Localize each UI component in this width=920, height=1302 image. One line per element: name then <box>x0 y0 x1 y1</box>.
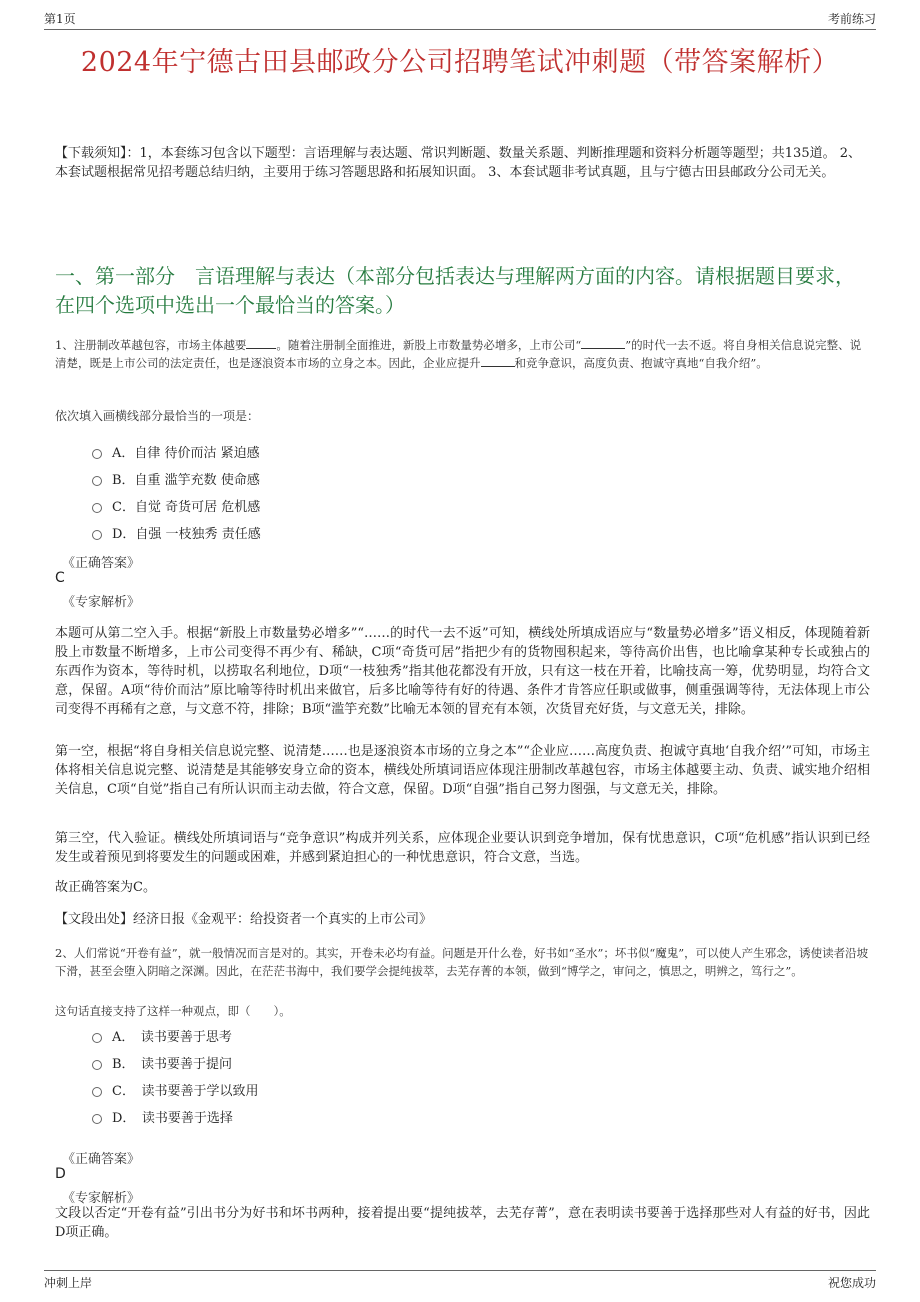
header-tag: 考前练习 <box>827 12 876 26</box>
page-footer <box>44 1270 876 1291</box>
question-1-prompt: 依次填入画横线部分最恰当的一项是： <box>55 409 260 423</box>
analysis-paragraph: 第一空，根据“将自身相关信息说完整、说清楚……也是逐浪资本市场的立身之本”“企业应……高度负责、抱诚守真地‘自我介绍’”可知，市场主体将相关信息说完整、说清楚是其能够安身立命的资本，横线处所填词语应体现注册制改革越包容，市场主体越要主动、负责、诚实地介绍相关信息，C项“自觉”指自己有所认识而主动去做，符合文意，保留。D项“自强”指自己努力图强，与文意无关，排除。 <box>55 744 870 797</box>
q1-stem-part: 和竞争意识，高度负责、抱诚守真地“自我介绍”。 <box>514 356 768 370</box>
answer-label: 《正确答案》 <box>62 1152 141 1167</box>
option-label: C．自觉 奇货可居 危机感 <box>112 500 261 515</box>
q1-option-d[interactable] <box>92 523 261 542</box>
question-2-stem: 2、人们常说“开卷有益”，就一般情况而言是对的。其实，开卷未必均有益。问题是开什么卷，好书如“圣水”；坏书似“魔鬼”，可以使人产生邪念，诱使读者沿坡下滑，甚至会堕入阴暗之深渊。因此，在茫茫书海中，我们要学会提纯拔萃，去芜存菁的本领，做到“博学之，审问之，慎思之，明辨之，笃行之”。 <box>55 946 869 978</box>
download-notice: 【下载须知】：1，本套练习包含以下题型：言语理解与表达题、常识判断题、数量关系题、判断推理题和资料分析题等题型；共135道。 2、本套试题根据常见招考题总结归纳，主要用于练习答题思路和拓展知识面。 3、本套试题非考试真题，且与宁德古田县邮政分公司无关。 <box>55 146 861 180</box>
page-header <box>44 0 876 30</box>
q1-option-b[interactable] <box>92 469 260 488</box>
blank-line <box>246 348 276 349</box>
correct-answer: D <box>55 1166 66 1182</box>
footer-right: 祝您成功 <box>827 1276 876 1290</box>
correct-answer: C <box>55 570 65 586</box>
analysis-paragraph: 第三空，代入验证。横线处所填词语与“竞争意识”构成并列关系，应体现企业要认识到竞争增加，保有忧患意识，C项“危机感”指认识到已经发生或着预见到将要发生的问题或困难，并感到紧迫担心的一种忧患意识，符合文意，当选。 <box>55 831 870 865</box>
radio-icon[interactable] <box>92 503 102 513</box>
question-2-prompt: 这句话直接支持了这样一种观点，即（ ）。 <box>55 1004 291 1018</box>
option-label: A．自律 待价而沽 紧迫感 <box>112 446 260 461</box>
radio-icon[interactable] <box>92 1060 102 1070</box>
option-label: B． 读书要善于提问 <box>112 1057 233 1072</box>
blank-line <box>481 366 515 367</box>
radio-icon[interactable] <box>92 530 102 540</box>
radio-icon[interactable] <box>92 1114 102 1124</box>
blank-line <box>581 348 625 349</box>
radio-icon[interactable] <box>92 1033 102 1043</box>
radio-icon[interactable] <box>92 449 102 459</box>
page-number: 第1页 <box>44 12 76 26</box>
source-citation: 【文段出处】经济日报《金观平：给投资者一个真实的上市公司》 <box>55 912 433 927</box>
option-label: B．自重 滥竽充数 使命感 <box>112 473 260 488</box>
q2-option-a[interactable] <box>92 1026 232 1045</box>
analysis-label: 《专家解析》 <box>62 595 141 610</box>
answer-label: 《正确答案》 <box>62 556 141 571</box>
option-label: D．自强 一枝独秀 责任感 <box>112 527 261 542</box>
option-label: D． 读书要善于选择 <box>112 1111 233 1126</box>
option-label: C． 读书要善于学以致用 <box>112 1084 259 1099</box>
analysis-label: 《专家解析》 <box>62 1191 141 1206</box>
radio-icon[interactable] <box>92 476 102 486</box>
document-title: 2024年宁德古田县邮政分公司招聘笔试冲刺题（带答案解析） <box>80 47 840 78</box>
footer-left: 冲刺上岸 <box>44 1276 93 1290</box>
section-heading: 一、第一部分 言语理解与表达（本部分包括表达与理解两方面的内容。请根据题目要求，在四个选项中选出一个最恰当的答案。） <box>55 264 855 317</box>
question-1-stem <box>55 336 870 372</box>
q1-stem-part: 。随着注册制全面推进，新股上市数量势必增多，上市公司“ <box>276 338 582 352</box>
q2-option-b[interactable] <box>92 1053 232 1072</box>
radio-icon[interactable] <box>92 1087 102 1097</box>
q2-option-c[interactable] <box>92 1080 258 1099</box>
analysis-conclusion: 故正确答案为C。 <box>55 880 156 895</box>
analysis-paragraph: 本题可从第二空入手。根据“新股上市数量势必增多”“……的时代一去不返”可知，横线处所填成语应与“数量势必增多”语义相反，体现随着新股上市数量不断增多，上市公司变得不再少有、稀缺，C项“奇货可居”指把少有的货物囤积起来，等待高价出售，也比喻拿某种专长或独占的东西作为资本，等待时机，以捞取名利地位，D项“一枝独秀”指其他花都没有开放，只有这一枝在开着，比喻技高一筹，优势明显，均符合文意，保留。A项“待价而沽”原比喻等待时机出来做官，后多比喻等待有好的待遇、条件才肯答应任职或做事，侧重强调等待，无法体现上市公司变得不再稀有之意，与文意不符，排除；B项“滥竽充数”比喻无本领的冒充有本领，次货冒充好货，与文意无关，排除。 <box>55 626 870 717</box>
q1-option-a[interactable] <box>92 442 260 461</box>
option-label: A． 读书要善于思考 <box>112 1030 232 1045</box>
q1-stem-part: ”的时代一去不返。将自身相关信息说完整、说清楚，既是上市公司的法定责任，也是逐浪资本市场的立身之本。因此，企业应提升 <box>55 338 862 370</box>
analysis-paragraph: 文段以否定“开卷有益”引出书分为好书和坏书两种，接着提出要“提纯拔萃，去芜存菁”，意在表明读书要善于选择那些对人有益的好书，因此D项正确。 <box>55 1206 870 1240</box>
q1-stem-part: 1、注册制改革越包容，市场主体越要 <box>55 338 247 352</box>
q2-option-d[interactable] <box>92 1107 233 1126</box>
q1-option-c[interactable] <box>92 496 260 515</box>
